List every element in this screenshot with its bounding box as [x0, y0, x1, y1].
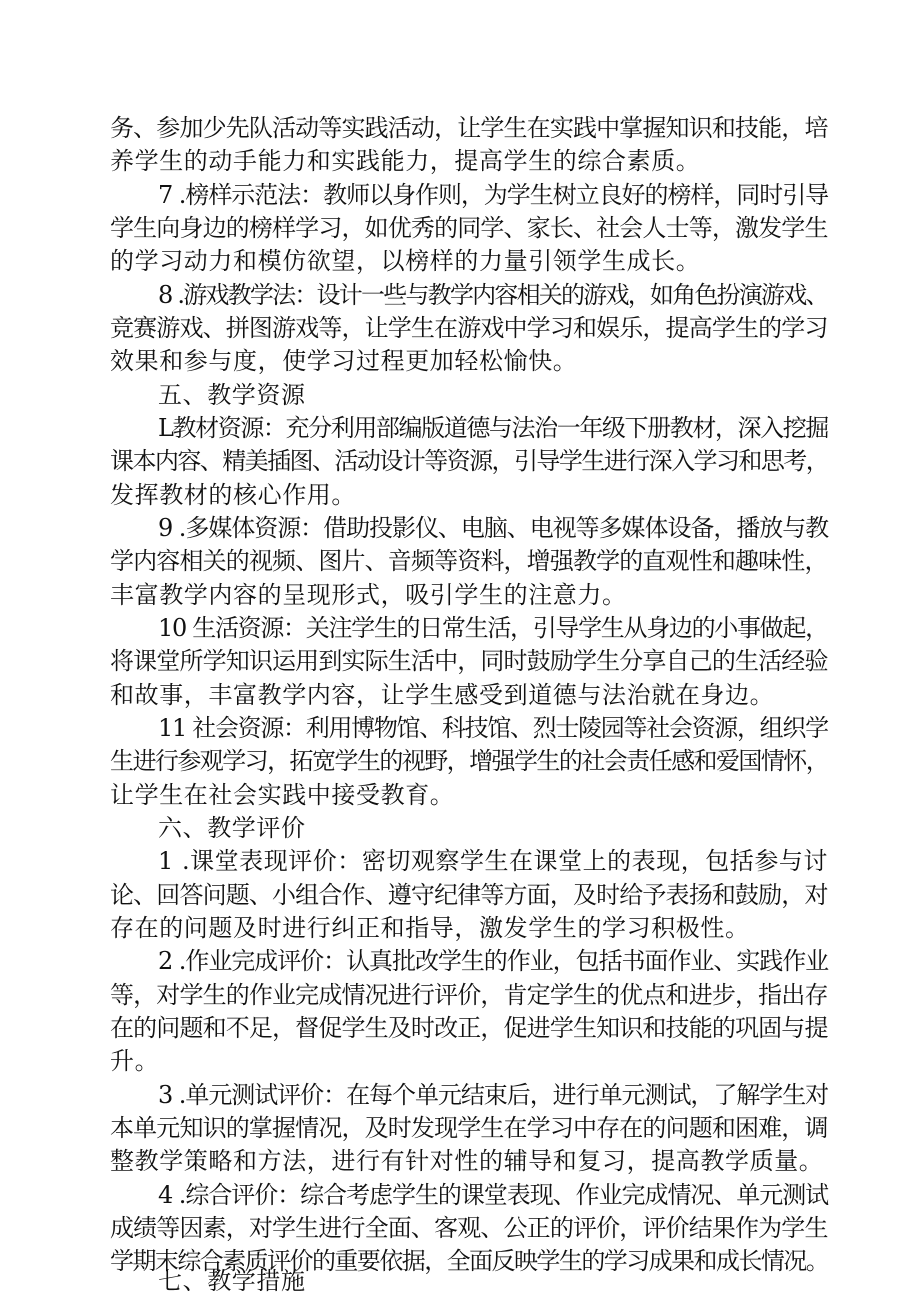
text-line: 1 .课堂表现评价：密切观察学生在课堂上的表现，包括参与讨	[158, 847, 828, 875]
text-line: 让学生在社会实践中接受教育。	[110, 781, 455, 809]
text-line: 竞赛游戏、拼图游戏等，让学生在游戏中学习和娱乐，提高学生的学习	[110, 314, 828, 342]
text-line: 9 .多媒体资源：借助投影仪、电脑、电视等多媒体设备，播放与教	[158, 514, 829, 542]
text-line: 的学习动力和模仿欲望，以榜样的力量引领学生成长。	[110, 247, 701, 275]
text-line: 丰富教学内容的呈现形式，吸引学生的注意力。	[110, 581, 627, 609]
text-line: 4 .综合评价：综合考虑学生的课堂表现、作业完成情况、单元测试	[158, 1181, 829, 1209]
text-line: 10 生活资源：关注学生的日常生活，引导学生从身边的小事做起，	[158, 614, 828, 642]
text-line: 整教学策略和方法，进行有针对性的辅导和复习，提高教学质量。	[110, 1147, 824, 1175]
text-line: 务、参加少先队活动等实践活动，让学生在实践中掌握知识和技能，培	[110, 114, 828, 142]
text-line: L教材资源：充分利用部编版道德与法治一年级下册教材，深入挖掘	[158, 414, 828, 442]
section-heading: 六、教学评价	[158, 814, 306, 842]
text-line: 在的问题和不足，督促学生及时改正，促进学生知识和技能的巩固与提	[110, 1014, 828, 1042]
text-line: 效果和参与度，使学习过程更加轻松愉快。	[110, 347, 578, 375]
text-line: 养学生的动手能力和实践能力，提高学生的综合素质。	[110, 147, 701, 175]
text-line: 2 .作业完成评价：认真批改学生的作业，包括书面作业、实践作业	[158, 947, 829, 975]
text-line: 生进行参观学习，拓宽学生的视野，增强学生的社会责任感和爱国情怀，	[110, 747, 829, 775]
text-line: 11 社会资源：利用博物馆、科技馆、烈士陵园等社会资源，组织学	[158, 714, 828, 742]
text-line: 存在的问题及时进行纠正和指导，激发学生的学习积极性。	[110, 914, 750, 942]
text-line: 将课堂所学知识运用到实际生活中，同时鼓励学生分享自己的生活经验	[110, 647, 828, 675]
text-line: 等，对学生的作业完成情况进行评价，肯定学生的优点和进步，指出存	[110, 981, 828, 1009]
text-line: 和故事，丰富教学内容，让学生感受到道德与法治就在身边。	[110, 681, 775, 709]
text-line: 课本内容、精美插图、活动设计等资源，引导学生进行深入学习和思考，	[110, 447, 829, 475]
text-line: 学期末综合素质评价的重要依据，全面反映学生的学习成果和成长情况。	[110, 1247, 829, 1275]
text-line: 8 .游戏教学法：设计一些与教学内容相关的游戏，如角色扮演游戏、	[158, 281, 828, 309]
text-line: 本单元知识的掌握情况，及时发现学生在学习中存在的问题和困难，调	[110, 1114, 828, 1142]
section-heading: 七、教学措施	[158, 1267, 306, 1295]
text-line: 学生向身边的榜样学习，如优秀的同学、家长、社会人士等，激发学生	[110, 214, 828, 242]
text-line: 论、回答问题、小组合作、遵守纪律等方面，及时给予表扬和鼓励，对	[110, 881, 828, 909]
text-line: 成绩等因素，对学生进行全面、客观、公正的评价，评价结果作为学生	[110, 1214, 828, 1242]
text-line: 3 .单元测试评价：在每个单元结束后，进行单元测试，了解学生对	[158, 1081, 829, 1109]
section-heading: 五、教学资源	[158, 381, 306, 409]
text-line: 7 .榜样示范法：教师以身作则，为学生树立良好的榜样，同时引导	[158, 181, 829, 209]
text-line: 学内容相关的视频、图片、音频等资料，增强教学的直观性和趣味性，	[110, 547, 828, 575]
text-line: 发挥教材的核心作用。	[110, 481, 356, 509]
text-line: 升。	[110, 1047, 160, 1075]
